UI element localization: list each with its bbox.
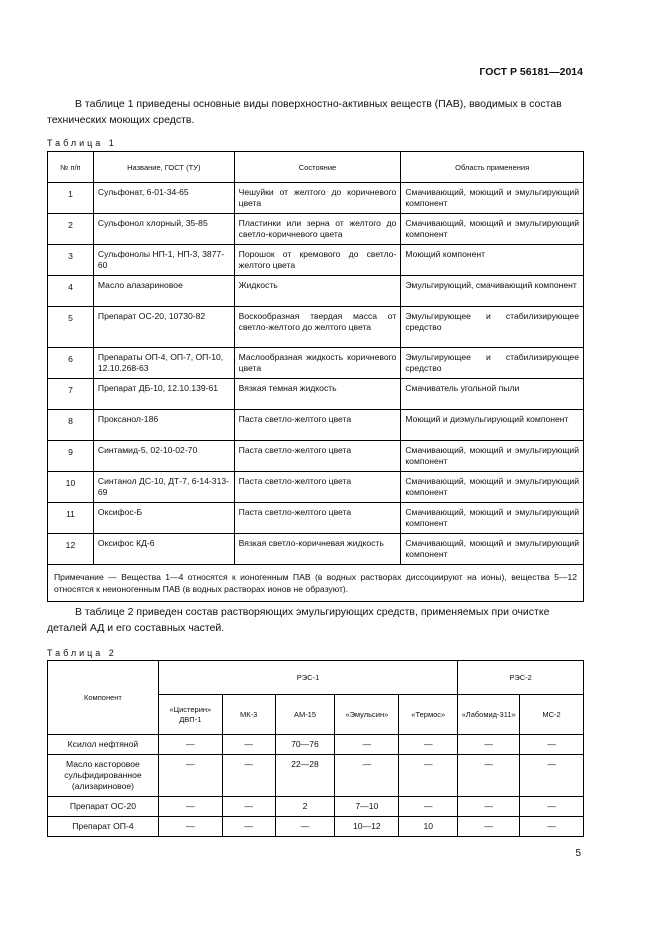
cell-number: 10 — [48, 472, 94, 503]
cell-number: 11 — [48, 503, 94, 534]
cell-value: — — [275, 817, 335, 837]
table-row — [48, 276, 584, 307]
cell-name: Синтанол ДС-10, ДТ-7, 6-14-313-69 — [93, 472, 234, 503]
cell-name: Синтамид-5, 02-10-02-70 — [93, 441, 234, 472]
cell-name: Препарат ДБ-10, 12.10.139-61 — [93, 379, 234, 410]
cell-application: Смачивающий, моющий и эмульгирующий компонент — [401, 214, 584, 245]
cell-number: 12 — [48, 534, 94, 565]
table-row — [48, 410, 584, 441]
col-header-termos: «Термос» — [399, 695, 458, 735]
table1 — [47, 151, 584, 602]
table-row — [48, 245, 584, 276]
col-header-mk3: МК-3 — [222, 695, 275, 735]
cell-number: 1 — [48, 183, 94, 214]
cell-value: — — [458, 797, 520, 817]
table-row — [48, 534, 584, 565]
cell-number: 7 — [48, 379, 94, 410]
table1-header-row — [48, 152, 584, 183]
table-row — [48, 503, 584, 534]
table2-group-header-row — [48, 661, 584, 695]
cell-state: Чешуйки от желтого до коричневого цвета — [234, 183, 401, 214]
page-number: 5 — [575, 848, 581, 859]
cell-value: 2 — [275, 797, 335, 817]
cell-component: Масло касторовое сульфидированное (ализариновое) — [48, 755, 159, 797]
cell-name: Оксифос-Б — [93, 503, 234, 534]
cell-application: Смачивающий, моющий и эмульгирующий компонент — [401, 441, 584, 472]
cell-name: Сульфонолы НП-1, НП-3, 3877-60 — [93, 245, 234, 276]
col-header-application: Область применения — [401, 152, 584, 183]
col-header-number: № п/п — [48, 152, 94, 183]
paragraph-intro-table1: В таблице 1 приведены основные виды поверхностно-активных веществ (ПАВ), вводимых в состав технических моющих средств. — [47, 98, 562, 126]
cell-name: Препарат ОС-20, 10730-82 — [93, 307, 234, 348]
cell-value: — — [458, 817, 520, 837]
cell-value: 70—76 — [275, 735, 335, 755]
cell-application: Смачивающий, моющий и эмульгирующий компонент — [401, 503, 584, 534]
cell-name: Сульфонат, 6-01-34-65 — [93, 183, 234, 214]
cell-value: — — [158, 755, 222, 797]
cell-state: Паста светло-желтого цвета — [234, 503, 401, 534]
cell-name: Препараты ОП-4, ОП-7, ОП-10, 12.10.268-63 — [93, 348, 234, 379]
cell-value: 22—28 — [275, 755, 335, 797]
document-header: ГОСТ Р 56181—2014 — [479, 66, 583, 78]
cell-value: — — [222, 755, 275, 797]
cell-application: Эмульгирующий, смачивающий компонент — [401, 276, 584, 307]
cell-application: Моющий и диэмульгирующий компонент — [401, 410, 584, 441]
table-row — [48, 348, 584, 379]
cell-name: Сульфонол хлорный, 35-85 — [93, 214, 234, 245]
cell-state: Вязкая темная жидкость — [234, 379, 401, 410]
cell-state: Порошок от кремового до светло-желтого цвета — [234, 245, 401, 276]
col-header-ms2: МС-2 — [520, 695, 584, 735]
cell-application: Смачивающий, моющий и эмульгирующий компонент — [401, 472, 584, 503]
cell-number: 4 — [48, 276, 94, 307]
cell-value: — — [520, 755, 584, 797]
cell-application: Эмульгирующее и стабилизирующее средство — [401, 348, 584, 379]
table2 — [47, 660, 584, 837]
table-row — [48, 441, 584, 472]
cell-name: Оксифос КД-6 — [93, 534, 234, 565]
cell-number: 6 — [48, 348, 94, 379]
cell-value: — — [222, 797, 275, 817]
col-header-cisterin: «Цистерин» ДВП-1 — [158, 695, 222, 735]
cell-number: 2 — [48, 214, 94, 245]
cell-state: Пластинки или зерна от желтого до светло-коричневого цвета — [234, 214, 401, 245]
table-row — [48, 755, 584, 797]
table-row — [48, 735, 584, 755]
cell-number: 3 — [48, 245, 94, 276]
cell-value: — — [399, 797, 458, 817]
cell-state: Паста светло-желтого цвета — [234, 472, 401, 503]
table-row — [48, 214, 584, 245]
cell-value: — — [520, 735, 584, 755]
col-header-name: Название, ГОСТ (ТУ) — [93, 152, 234, 183]
cell-value: — — [335, 735, 399, 755]
cell-state: Паста светло-желтого цвета — [234, 441, 401, 472]
cell-value: — — [520, 797, 584, 817]
col-header-labomid: «Лабомид-311» — [458, 695, 520, 735]
table-row — [48, 472, 584, 503]
cell-state: Вязкая светло-коричневая жидкость — [234, 534, 401, 565]
cell-value: 7—10 — [335, 797, 399, 817]
cell-value: — — [158, 817, 222, 837]
cell-application: Эмульгирующее и стабилизирующее средство — [401, 307, 584, 348]
cell-component: Ксилол нефтяной — [48, 735, 159, 755]
cell-number: 9 — [48, 441, 94, 472]
col-header-state: Состояние — [234, 152, 401, 183]
col-header-am15: АМ-15 — [275, 695, 335, 735]
cell-value: — — [335, 755, 399, 797]
table-row — [48, 307, 584, 348]
cell-number: 8 — [48, 410, 94, 441]
cell-state: Паста светло-желтого цвета — [234, 410, 401, 441]
cell-application: Моющий компонент — [401, 245, 584, 276]
col-header-component: Компонент — [48, 661, 159, 735]
table1-note: Примечание — Вещества 1—4 относятся к ионогенным ПАВ (в водных растворах диссоциируют на ионы), вещества 5—12 относятся к неионогенным ПАВ (в водных растворах ионов не образуют). — [48, 565, 584, 602]
cell-value: — — [458, 735, 520, 755]
cell-number: 5 — [48, 307, 94, 348]
cell-name: Масло алазариновое — [93, 276, 234, 307]
cell-value: 10 — [399, 817, 458, 837]
table1-note-row — [48, 565, 584, 602]
table-row — [48, 817, 584, 837]
cell-component: Препарат ОС-20 — [48, 797, 159, 817]
cell-component: Препарат ОП-4 — [48, 817, 159, 837]
cell-value: 10—12 — [335, 817, 399, 837]
cell-application: Смачиватель угольной пыли — [401, 379, 584, 410]
cell-name: Проксанол-186 — [93, 410, 234, 441]
cell-value: — — [399, 735, 458, 755]
table-row — [48, 183, 584, 214]
cell-state: Воскообразная твердая масса от светло-желтого до желтого цвета — [234, 307, 401, 348]
cell-state: Маслообразная жидкость коричневого цвета — [234, 348, 401, 379]
cell-value: — — [458, 755, 520, 797]
cell-application: Смачивающий, моющий и эмульгирующий компонент — [401, 183, 584, 214]
col-header-emulsin: «Эмульсин» — [335, 695, 399, 735]
cell-state: Жидкость — [234, 276, 401, 307]
table1-caption: Таблица 1 — [47, 138, 117, 148]
cell-value: — — [520, 817, 584, 837]
cell-value: — — [158, 797, 222, 817]
cell-application: Смачивающий, моющий и эмульгирующий компонент — [401, 534, 584, 565]
table2-caption: Таблица 2 — [47, 648, 117, 658]
cell-value: — — [222, 817, 275, 837]
cell-value: — — [222, 735, 275, 755]
table-row — [48, 797, 584, 817]
cell-value: — — [399, 755, 458, 797]
paragraph-intro-table2: В таблице 2 приведен состав растворяющих эмульгирующих средств, применяемых при очистке деталей АД и его составных частей. — [47, 606, 550, 634]
table-row — [48, 379, 584, 410]
col-group-res1: РЭС-1 — [158, 661, 457, 695]
cell-value: — — [158, 735, 222, 755]
col-group-res2: РЭС-2 — [458, 661, 584, 695]
